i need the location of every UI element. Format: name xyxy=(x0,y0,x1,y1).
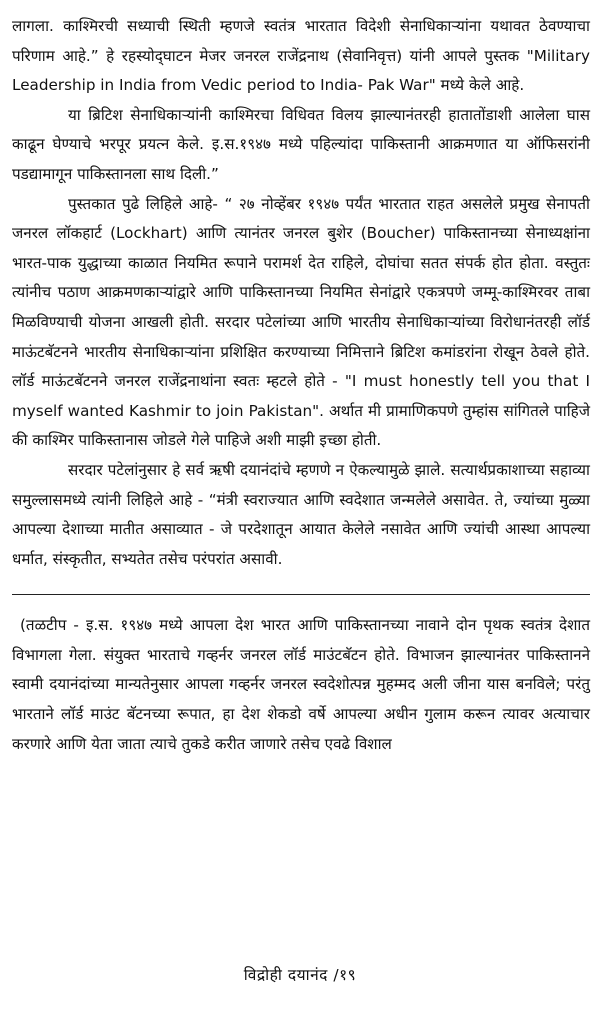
page-footer: विद्रोही दयानंद /१९ xyxy=(243,966,357,984)
paragraph-3: पुस्तकात पुढे लिहिले आहे- “ २७ नोव्हेंबर १९४७ पर्यंत भारतात राहत असलेले प्रमुख सेनापती जनरल लॉकहार्ट (Lockhart) आणि त्यानंतर जनरल बुशेर (Boucher) पाकिस्तानच्या सेनाध्यक्षांना भारत-पाक युद्धाच्या काळात नियमित रूपाने परामर्श देत राहिले, दोघांचा सतत संपर्क होत होता. वस्तुतः त्यांनीच पठाण आक्रमणकाऱ्यांद्वारे आणि पाकिस्तानच्या नियमित सेनांद्वारे एकत्रपणे जम्मू-काश्मिरवर ताबा मिळविण्याची योजना आखली होती. सरदार पटेलांच्या आणि भारतीय सेनाधिकाऱ्यांच्या विरोधानंतरही लॉर्ड माऊंटबॅटनने भारतीय सेनाधिकाऱ्यांना प्रशिक्षित करण्याच्या निमित्ताने ब्रिटिश कमांडरांना रोखून ठेवले होते. लॉर्ड माऊंटबॅटनने जनरल राजेंद्रनाथांना स्वतः म्हटले होते - "I must honestly tell you that I myself wanted Kashmir to join Pakistan". अर्थात मी प्रामाणिकपणे तुम्हांस सांगितले पाहिजे की काश्मिर पाकिस्तानास जोडले गेले पाहिजे अशी माझी इच्छा होती. xyxy=(12,194,590,450)
footnote-text: (तळटीप - इ.स. १९४७ मध्ये आपला देश भारत आणि पाकिस्तानच्या नावाने दोन पृथक स्वतंत्र देशात विभागला गेला. संयुक्त भारताचे गव्हर्नर जनरल लॉर्ड माउंटबॅटन होते. विभाजन झाल्यानंतर पाकिस्तानने स्वामी दयानंदांच्या मान्यतेनुसार आपला गव्हर्नर जनरल स्वदेशोत्पन्न मुहम्मद अली जीना यास बनविले; परंतु भारताने लॉर्ड माउंट बॅटनच्या रूपात, हा देश शेकडो वर्षे आपल्या अधीन गुलाम करून त्यावर अत्याचार करणारे आणि येता जाता त्याचे तुकडे करीत जाणारे तसेच एवढे विशाल xyxy=(12,616,590,753)
paragraph-2: या ब्रिटिश सेनाधिकाऱ्यांनी काश्मिरचा विधिवत विलय झाल्यानंतरही हातातोंडाशी आलेला घास काढून घेण्याचे भरपूर प्रयत्न केले. इ.स.१९४७ मध्ये पहिल्यांदा पाकिस्तानी आक्रमणात या ऑफिसरांनी पडद्यामागून पाकिस्तानला साथ दिली.” xyxy=(12,105,590,183)
paragraph-4: सरदार पटेलांनुसार हे सर्व ऋषी दयानंदांचे म्हणणे न ऐकल्यामुळे झाले. सत्यार्थप्रकाशाच्या सहाव्या समुल्लासमध्ये त्यांनी लिहिले आहे - “मंत्री स्वराज्यात आणि स्वदेशात जन्मलेले असावेत. ते, ज्यांच्या मुळ्या आपल्या देशाच्या मातीत असाव्यात - जे परदेशातून आयात केलेले नसावेत आणि ज्यांची आस्था आपल्या धर्मात, संस्कृतीत, सभ्यतेत तसेच परंपरांत असावी. xyxy=(12,460,590,568)
paragraph-1: लागला. काश्मिरची सध्याची स्थिती म्हणजे स्वतंत्र भारतात विदेशी सेनाधिकाऱ्यांना यथावत ठेवण्याचा परिणाम आहे.” हे रहस्योद्‌घाटन मेजर जनरल राजेंद्रनाथ (सेवानिवृत्त) यांनी आपले पुस्तक "Military Leadership in India from Vedic period to India- Pak War" मध्ये केले आहे. xyxy=(12,17,590,95)
footnote-divider xyxy=(12,594,590,595)
